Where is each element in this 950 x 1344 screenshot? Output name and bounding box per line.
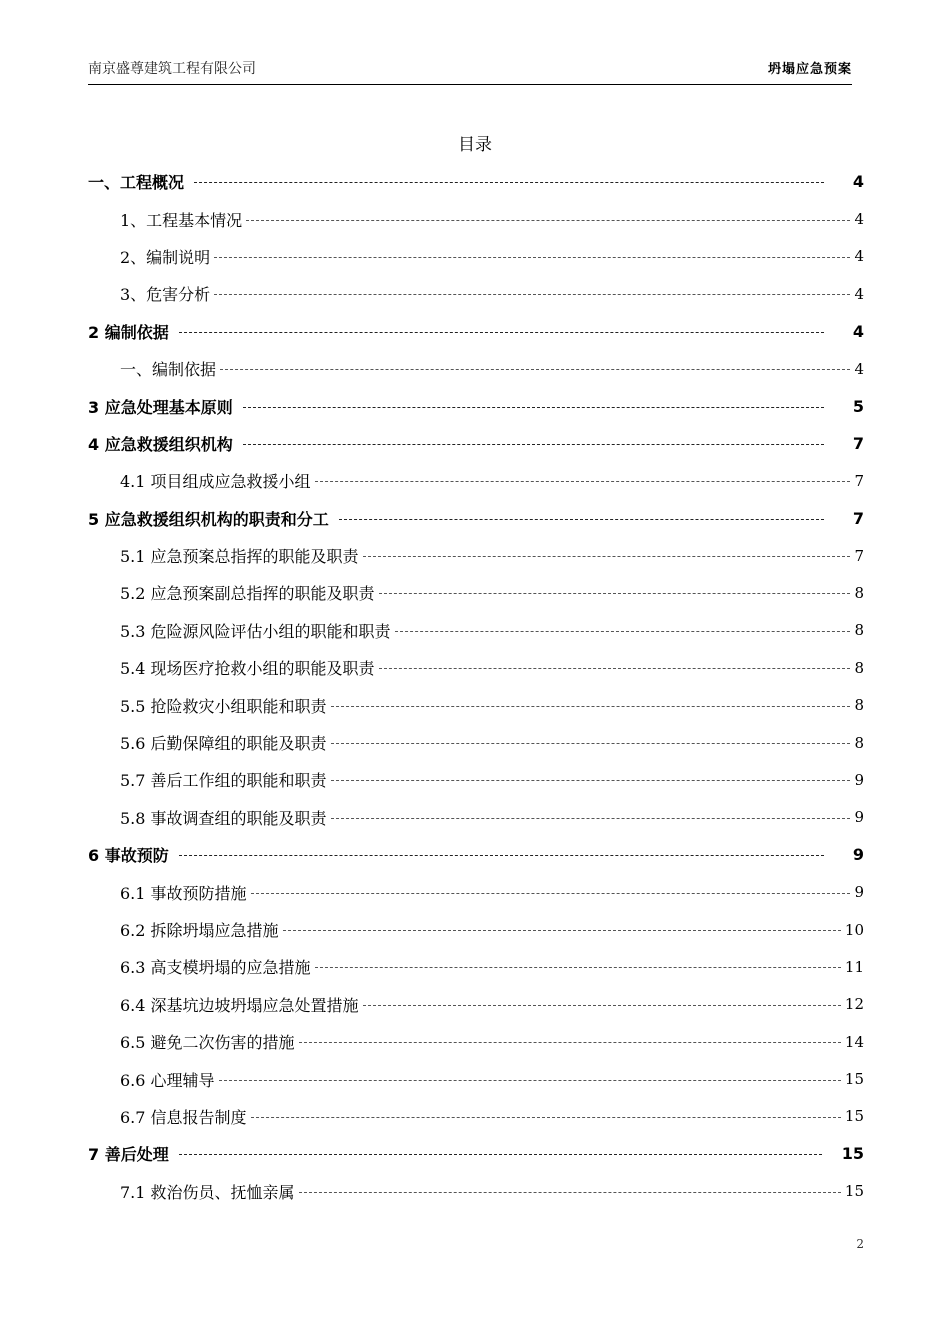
toc-section-entry[interactable] <box>88 911 864 948</box>
toc-section-entry[interactable] <box>88 873 864 910</box>
toc-leader-dashes <box>379 593 851 594</box>
toc-leader-dashes <box>219 1080 841 1081</box>
toc-chapter-entry[interactable] <box>88 500 864 537</box>
toc-leader-dashes <box>243 407 824 408</box>
toc-chapter-entry[interactable] <box>88 163 864 200</box>
toc-chapter-entry[interactable] <box>88 1135 864 1172</box>
toc-chapter-entry[interactable] <box>88 425 864 462</box>
toc-leader-dashes <box>243 444 824 445</box>
toc-leader-dashes <box>315 481 851 482</box>
toc-entry-page: 11 <box>844 957 864 976</box>
toc-leader-dashes <box>214 294 850 295</box>
toc-entry-title: 6.7 信息报告制度 <box>120 1107 247 1127</box>
toc-entry-title: 5.6 后勤保障组的职能及职责 <box>120 734 327 754</box>
toc-entry-page: 4 <box>854 210 864 229</box>
toc-section-entry[interactable] <box>88 537 864 574</box>
toc-leader-dashes <box>331 706 851 707</box>
toc-entry-page: 8 <box>854 733 864 752</box>
toc-leader-dashes <box>179 855 824 856</box>
toc-leader-dashes <box>331 780 851 781</box>
toc-entry-title: 6.1 事故预防措施 <box>120 883 247 903</box>
toc-chapter-entry[interactable] <box>88 387 864 424</box>
toc-section-entry[interactable] <box>88 724 864 761</box>
toc-entry-title: 4.1 项目组成应急救援小组 <box>120 472 311 492</box>
page-header <box>88 56 852 85</box>
toc-entry-page: 4 <box>854 247 864 266</box>
toc-entry-page: 4 <box>854 284 864 303</box>
table-of-contents <box>88 163 864 1210</box>
toc-entry-title: 1、工程基本情况 <box>120 210 243 230</box>
toc-section-entry[interactable] <box>88 686 864 723</box>
toc-section-entry[interactable] <box>88 238 864 275</box>
toc-leader-dashes <box>220 369 850 370</box>
toc-entry-page: 9 <box>854 770 864 789</box>
toc-leader-dashes <box>299 1042 841 1043</box>
toc-entry-title: 5 应急救援组织机构的职责和分工 <box>88 509 329 529</box>
toc-entry-page: 15 <box>844 1070 864 1089</box>
toc-leader-dashes <box>283 930 841 931</box>
toc-leader-dashes <box>179 332 824 333</box>
toc-entry-title: 2、编制说明 <box>120 247 211 267</box>
toc-leader-dashes <box>331 743 851 744</box>
toc-section-entry[interactable] <box>88 649 864 686</box>
toc-leader-dashes <box>363 556 851 557</box>
toc-leader-dashes <box>331 818 851 819</box>
toc-entry-page: 14 <box>844 1032 864 1051</box>
toc-section-entry[interactable] <box>88 1023 864 1060</box>
toc-entry-title: 6 事故预防 <box>88 846 169 866</box>
toc-leader-dashes <box>379 668 851 669</box>
toc-entry-page: 8 <box>854 658 864 677</box>
toc-entry-page: 9 <box>854 808 864 827</box>
toc-leader-dashes <box>363 1005 841 1006</box>
toc-section-entry[interactable] <box>88 761 864 798</box>
toc-chapter-entry[interactable] <box>88 313 864 350</box>
toc-leader-dashes <box>214 257 850 258</box>
toc-entry-page: 7 <box>854 546 864 565</box>
toc-leader-dashes <box>395 631 851 632</box>
toc-leader-dashes <box>251 1117 841 1118</box>
toc-section-entry[interactable] <box>88 612 864 649</box>
toc-leader-dashes <box>299 1192 841 1193</box>
toc-section-entry[interactable] <box>88 799 864 836</box>
toc-entry-title: 4 应急救援组织机构 <box>88 434 233 454</box>
toc-entry-title: 7.1 救治伤员、抚恤亲属 <box>120 1182 295 1202</box>
toc-entry-page: 4 <box>854 359 864 378</box>
toc-entry-title: 5.8 事故调查组的职能及职责 <box>120 808 327 828</box>
toc-entry-title: 5.5 抢险救灾小组职能和职责 <box>120 696 327 716</box>
toc-section-entry[interactable] <box>88 986 864 1023</box>
toc-entry-page: 7 <box>854 471 864 490</box>
toc-section-entry[interactable] <box>88 1173 864 1210</box>
toc-entry-title: 5.1 应急预案总指挥的职能及职责 <box>120 547 359 567</box>
toc-chapter-entry[interactable] <box>88 836 864 873</box>
toc-leader-dashes <box>194 182 824 183</box>
toc-entry-title: 7 善后处理 <box>88 1145 169 1165</box>
document-name: 坍塌应急预案 <box>767 62 852 77</box>
toc-entry-title: 5.2 应急预案副总指挥的职能及职责 <box>120 584 375 604</box>
toc-leader-dashes <box>179 1154 822 1155</box>
toc-entry-page: 15 <box>844 1107 864 1126</box>
company-name: 南京盛尊建筑工程有限公司 <box>88 61 256 77</box>
toc-entry-page: 4 <box>852 321 864 341</box>
toc-section-entry[interactable] <box>88 1098 864 1135</box>
toc-entry-title: 3 应急处理基本原则 <box>88 397 233 417</box>
toc-entry-title: 一、编制依据 <box>120 360 217 380</box>
toc-section-entry[interactable] <box>88 275 864 312</box>
toc-entry-page: 10 <box>844 920 864 939</box>
toc-leader-dashes <box>339 519 824 520</box>
toc-section-entry[interactable] <box>88 574 864 611</box>
toc-entry-title: 3、危害分析 <box>120 285 211 305</box>
toc-entry-page: 8 <box>854 583 864 602</box>
toc-entry-title: 5.4 现场医疗抢救小组的职能及职责 <box>120 659 375 679</box>
toc-entry-page: 12 <box>844 995 864 1014</box>
toc-entry-title: 6.3 高支模坍塌的应急措施 <box>120 958 311 978</box>
toc-entry-page: 7 <box>852 433 864 453</box>
toc-section-entry[interactable] <box>88 200 864 237</box>
toc-leader-dashes <box>251 893 851 894</box>
toc-section-entry[interactable] <box>88 350 864 387</box>
toc-section-entry[interactable] <box>88 1060 864 1097</box>
toc-entry-title: 6.2 拆除坍塌应急措施 <box>120 921 279 940</box>
toc-leader-dashes <box>246 220 850 221</box>
toc-entry-title: 一、工程概况 <box>88 173 185 193</box>
toc-entry-page: 7 <box>852 508 864 528</box>
toc-entry-page: 8 <box>854 696 864 715</box>
toc-entry-page: 15 <box>844 1182 864 1201</box>
toc-entry-page: 15 <box>841 1144 864 1164</box>
toc-section-entry[interactable] <box>88 462 864 499</box>
page-number: 2 <box>856 1237 864 1251</box>
toc-section-entry[interactable] <box>88 948 864 985</box>
toc-leader-dashes <box>315 967 841 968</box>
toc-entry-title: 6.4 深基坑边坡坍塌应急处置措施 <box>120 995 359 1015</box>
toc-entry-title: 5.3 危险源风险评估小组的职能和职责 <box>120 621 391 641</box>
toc-entry-page: 5 <box>852 396 864 416</box>
toc-entry-page: 8 <box>854 621 864 640</box>
toc-entry-title: 5.7 善后工作组的职能和职责 <box>120 771 327 791</box>
toc-entry-title: 6.6 心理辅导 <box>120 1070 215 1090</box>
toc-entry-title: 6.5 避免二次伤害的措施 <box>120 1033 295 1053</box>
toc-entry-page: 9 <box>852 845 864 865</box>
toc-entry-page: 9 <box>854 883 864 902</box>
toc-entry-title: 2 编制依据 <box>88 322 169 342</box>
toc-title: 目录 <box>458 135 492 155</box>
toc-entry-page: 4 <box>852 172 864 192</box>
